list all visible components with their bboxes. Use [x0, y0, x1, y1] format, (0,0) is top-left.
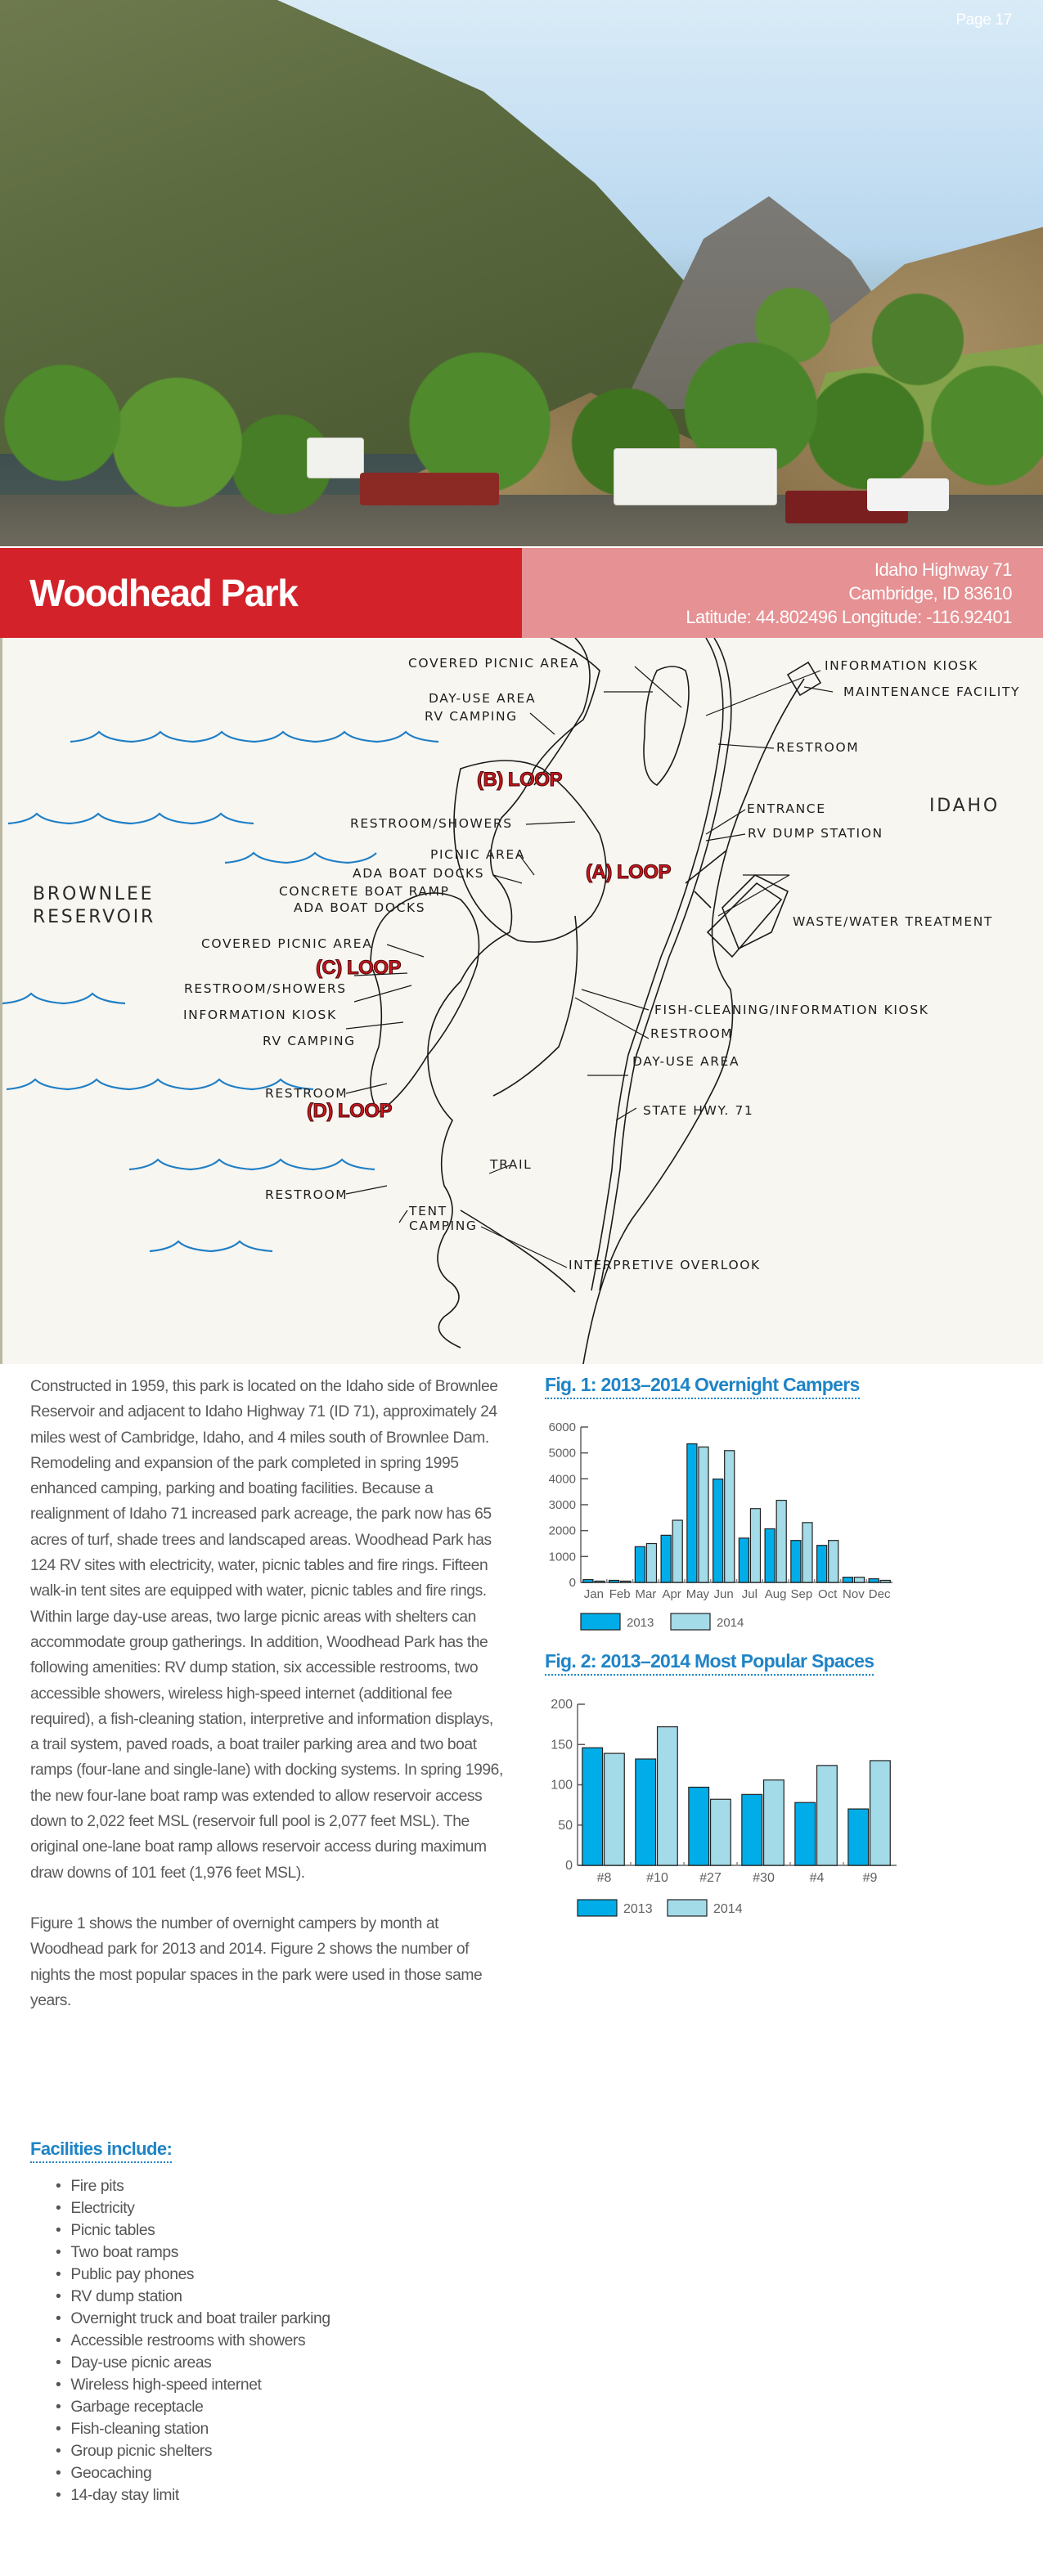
label-maintenance-facility: MAINTENANCE FACILITY: [843, 684, 1021, 699]
x-tick-label: Dec: [868, 1587, 891, 1601]
facility-item: • Electricity: [56, 2197, 330, 2219]
legend-swatch-2013: [581, 1613, 620, 1630]
label-rv-dump-station: RV DUMP STATION: [748, 826, 883, 841]
facility-item: • Wireless high-speed internet: [56, 2374, 330, 2396]
loop-d-label: (D) LOOP: [307, 1100, 392, 1122]
reservoir-label-line2: RESERVOIR: [33, 907, 156, 927]
rv-camper: [307, 438, 364, 478]
legend-label-2014: 2014: [717, 1616, 744, 1630]
y-tick-label: 3000: [548, 1498, 576, 1512]
loop-c-label: (C) LOOP: [316, 957, 401, 979]
y-tick-label: 0: [565, 1859, 573, 1873]
bar-2013-#27: [689, 1787, 709, 1865]
title-block: [0, 548, 522, 638]
popular-spaces-chart: [540, 1693, 1031, 1930]
label-restroom-showers-c: RESTROOM/SHOWERS: [184, 981, 347, 996]
bar-2014-Jun: [725, 1451, 735, 1582]
bar-2014-May: [699, 1447, 708, 1582]
bar-2014-Aug: [776, 1501, 786, 1582]
facility-item: • Two boat ramps: [56, 2242, 330, 2264]
wave-icon: [129, 1160, 375, 1169]
bar-2013-Sep: [791, 1541, 801, 1582]
label-restroom-showers-a: RESTROOM/SHOWERS: [350, 816, 513, 831]
state-label: IDAHO: [929, 796, 1000, 816]
label-concrete-boat-ramp: CONCRETE BOAT RAMP: [279, 884, 450, 899]
x-tick-label: #9: [862, 1871, 878, 1885]
y-tick-label: 1000: [548, 1550, 576, 1564]
x-tick-label: Jun: [713, 1587, 734, 1601]
figures-paragraph: Figure 1 shows the number of overnight campers by month at Woodhead park for 2013 and 2014. Figure 2 shows the number of nights the most popular spaces in the park were used in those same years.: [30, 1914, 483, 2009]
bar-2013-#8: [582, 1748, 603, 1865]
x-tick-label: #10: [646, 1871, 668, 1885]
label-covered-picnic-area-c: COVERED PICNIC AREA: [201, 936, 373, 951]
y-tick-label: 6000: [548, 1420, 576, 1434]
wave-icon: [70, 732, 438, 742]
bar-2014-#27: [711, 1799, 731, 1865]
legend-label-2013: 2013: [627, 1616, 654, 1630]
wave-icon: [150, 1241, 272, 1251]
x-tick-label: Sep: [790, 1587, 813, 1601]
bar-2013-#4: [795, 1802, 816, 1865]
x-tick-label: Jul: [741, 1587, 758, 1601]
reservoir-label-line1: BROWNLEE: [33, 884, 155, 904]
facility-item: • Public pay phones: [56, 2264, 330, 2286]
coordinates: Latitude: 44.802496 Longitude: -116.92401: [686, 607, 1012, 627]
label-picnic-area: PICNIC AREA: [430, 847, 526, 862]
label-interpretive-overlook: INTERPRETIVE OVERLOOK: [569, 1258, 761, 1272]
facility-item: • Overnight truck and boat trailer parking: [56, 2308, 330, 2330]
bar-2014-Dec: [880, 1580, 890, 1582]
x-tick-label: Jan: [583, 1587, 604, 1601]
fig2-title: Fig. 2: 2013–2014 Most Popular Spaces: [545, 1650, 874, 1676]
label-entrance: ENTRANCE: [747, 801, 826, 816]
x-tick-label: Feb: [609, 1587, 631, 1601]
loop-b-label: (B) LOOP: [477, 769, 562, 791]
wave-icon: [225, 853, 376, 863]
legend-label-2014: 2014: [713, 1902, 743, 1916]
bar-2014-#30: [764, 1780, 784, 1865]
facility-item: • Group picnic shelters: [56, 2440, 330, 2462]
bar-2013-Dec: [869, 1579, 879, 1582]
label-state-hwy-71: STATE HWY. 71: [643, 1103, 754, 1118]
label-rv-camping-north: RV CAMPING: [425, 709, 518, 724]
x-tick-label: Oct: [817, 1587, 838, 1601]
label-restroom-center: RESTROOM: [650, 1026, 734, 1041]
y-tick-label: 50: [558, 1818, 573, 1833]
facility-item: • Geocaching: [56, 2462, 330, 2484]
x-tick-label: #30: [753, 1871, 775, 1885]
fig1-title: Fig. 1: 2013–2014 Overnight Campers: [545, 1374, 860, 1399]
bar-2013-#30: [742, 1794, 762, 1865]
bar-2014-Jan: [595, 1581, 605, 1582]
label-restroom-tent: RESTROOM: [265, 1187, 348, 1202]
suv: [867, 478, 949, 511]
x-tick-label: Aug: [764, 1587, 787, 1601]
label-ada-boat-docks-1: ADA BOAT DOCKS: [353, 866, 485, 881]
rv-trailer: [614, 448, 777, 505]
label-ada-boat-docks-2: ADA BOAT DOCKS: [294, 900, 426, 915]
facility-item: • Fire pits: [56, 2175, 330, 2197]
label-waste-water-treatment: WASTE/WATER TREATMENT: [793, 914, 993, 929]
y-tick-label: 150: [551, 1738, 573, 1752]
hero-photo: [0, 0, 1043, 546]
x-tick-label: #8: [596, 1871, 612, 1885]
bar-2013-Jun: [713, 1479, 723, 1582]
label-tent-camping-line1: TENT: [409, 1204, 447, 1218]
label-trail: TRAIL: [490, 1157, 533, 1172]
description-paragraph: Constructed in 1959, this park is located on the Idaho side of Brownlee Reservoir and adjacent to Idaho Highway 71 (ID 71), approximately 24 miles west of Cambridge, Idaho, and 4 miles south of Brownlee Dam. Remodeling and expansion of the park completed in spring 1995 enhanced camping, parking and boating facilities. Because a realignment of Idaho 71 increased park acreage, the park now has 65 acres of turf, shade trees and landscaped areas. Woodhead Park has 124 RV sites with electricity, water, picnic tables and fire rings. Fifteen walk-in tent sites are equipped with water, picnic tables and fire rings. Within large day-use areas, two large picnic areas with shelters can accommodate group gatherings. In addition, Woodhead Park has the following amenities: RV dump station, six accessible restrooms, two accessible showers, wireless high-speed internet (additional fee required), a fish-cleaning station, interpretive and information displays, a trail system, paved roads, a boat trailer parking area and two boat ramps (four-lane and single-lane) with docking systems. In spring 1996, the new four-lane boat ramp was extended to allow reservoir access down to 2,022 feet MSL (reservoir full pool is 2,077 feet MSL). The original one-lane boat ramp allows reservoir access during maximum draw downs of 101 feet (1,976 feet MSL).: [30, 1378, 503, 1882]
legend-swatch-2014: [671, 1613, 710, 1630]
bar-2013-Apr: [661, 1535, 671, 1582]
bar-2014-Sep: [802, 1523, 812, 1582]
bar-2014-Jul: [750, 1509, 760, 1582]
x-tick-label: #4: [809, 1871, 825, 1885]
bar-2014-#8: [605, 1753, 625, 1865]
label-restroom-d: RESTROOM: [265, 1086, 348, 1101]
wave-icon: [2, 994, 125, 1003]
bar-2014-Nov: [854, 1577, 864, 1582]
facility-item: • RV dump station: [56, 2286, 330, 2308]
legend-swatch-2013: [578, 1900, 617, 1916]
label-tent-camping: [409, 1204, 478, 1233]
x-tick-label: Apr: [662, 1587, 681, 1601]
loop-a-label: (A) LOOP: [586, 861, 671, 883]
facility-item: • Garbage receptacle: [56, 2396, 330, 2418]
bar-2013-May: [687, 1444, 697, 1582]
label-fish-cleaning-kiosk: FISH-CLEANING/INFORMATION KIOSK: [654, 1003, 929, 1017]
bar-2014-Mar: [646, 1544, 656, 1583]
facility-item: • Accessible restrooms with showers: [56, 2330, 330, 2352]
x-tick-label: #27: [699, 1871, 722, 1885]
overnight-campers-chart: [540, 1415, 1031, 1644]
x-tick-label: Mar: [635, 1587, 657, 1601]
bar-2014-#9: [870, 1761, 891, 1865]
y-tick-label: 100: [551, 1778, 573, 1793]
y-tick-label: 0: [569, 1576, 576, 1590]
bar-2013-#10: [636, 1759, 656, 1865]
title-band: [0, 548, 1043, 638]
bar-2013-Jul: [739, 1538, 749, 1582]
label-day-use-area-south: DAY-USE AREA: [632, 1054, 740, 1069]
label-rv-camping-c: RV CAMPING: [263, 1034, 356, 1048]
facilities-heading: Facilities include:: [30, 2138, 172, 2163]
bar-2013-Aug: [765, 1528, 775, 1582]
x-tick-label: Nov: [843, 1587, 865, 1601]
bar-2013-Mar: [635, 1546, 645, 1582]
label-information-kiosk-c: INFORMATION KIOSK: [183, 1008, 337, 1022]
address-street: Idaho Highway 71: [874, 559, 1012, 580]
bar-2013-Oct: [817, 1546, 827, 1582]
label-tent-camping-line2: CAMPING: [409, 1218, 478, 1233]
label-covered-picnic-area-north: COVERED PICNIC AREA: [408, 656, 580, 671]
label-information-kiosk-north: INFORMATION KIOSK: [825, 658, 978, 673]
bar-2013-Feb: [609, 1580, 619, 1582]
y-tick-label: 200: [551, 1698, 573, 1712]
y-tick-label: 5000: [548, 1446, 576, 1461]
bar-2013-#9: [848, 1809, 869, 1865]
y-tick-label: 2000: [548, 1524, 576, 1538]
bar-2014-Feb: [621, 1581, 631, 1582]
x-tick-label: May: [686, 1587, 710, 1601]
bar-2013-Nov: [843, 1577, 852, 1582]
legend-swatch-2014: [668, 1900, 707, 1916]
facilities-list: [56, 2175, 330, 2506]
y-tick-label: 4000: [548, 1472, 576, 1487]
address-block: [522, 548, 1043, 638]
wave-icon: [8, 814, 254, 824]
facility-item: • Picnic tables: [56, 2219, 330, 2242]
bar-2014-#10: [658, 1727, 678, 1865]
legend-label-2013: 2013: [623, 1902, 653, 1916]
park-map: [0, 638, 1043, 1364]
address-city: Cambridge, ID 83610: [848, 583, 1012, 604]
facility-item: • Fish-cleaning station: [56, 2418, 330, 2440]
description: [30, 1374, 505, 2013]
facility-item: • 14-day stay limit: [56, 2484, 330, 2506]
bar-2013-Jan: [583, 1580, 593, 1582]
page-title: Woodhead Park: [29, 572, 298, 614]
facility-item: • Day-use picnic areas: [56, 2352, 330, 2374]
bar-2014-#4: [817, 1766, 838, 1865]
leader-lines: [346, 666, 833, 1268]
label-restroom-north: RESTROOM: [776, 740, 860, 755]
bar-2014-Apr: [672, 1520, 682, 1582]
label-day-use-area-north: DAY-USE AREA: [429, 691, 537, 706]
map-drawing: [2, 638, 1043, 1364]
boat-trailer: [360, 473, 499, 505]
reservoir-label: [33, 883, 155, 929]
bar-2014-Oct: [829, 1541, 838, 1582]
page-number: Page 17: [955, 11, 1012, 29]
